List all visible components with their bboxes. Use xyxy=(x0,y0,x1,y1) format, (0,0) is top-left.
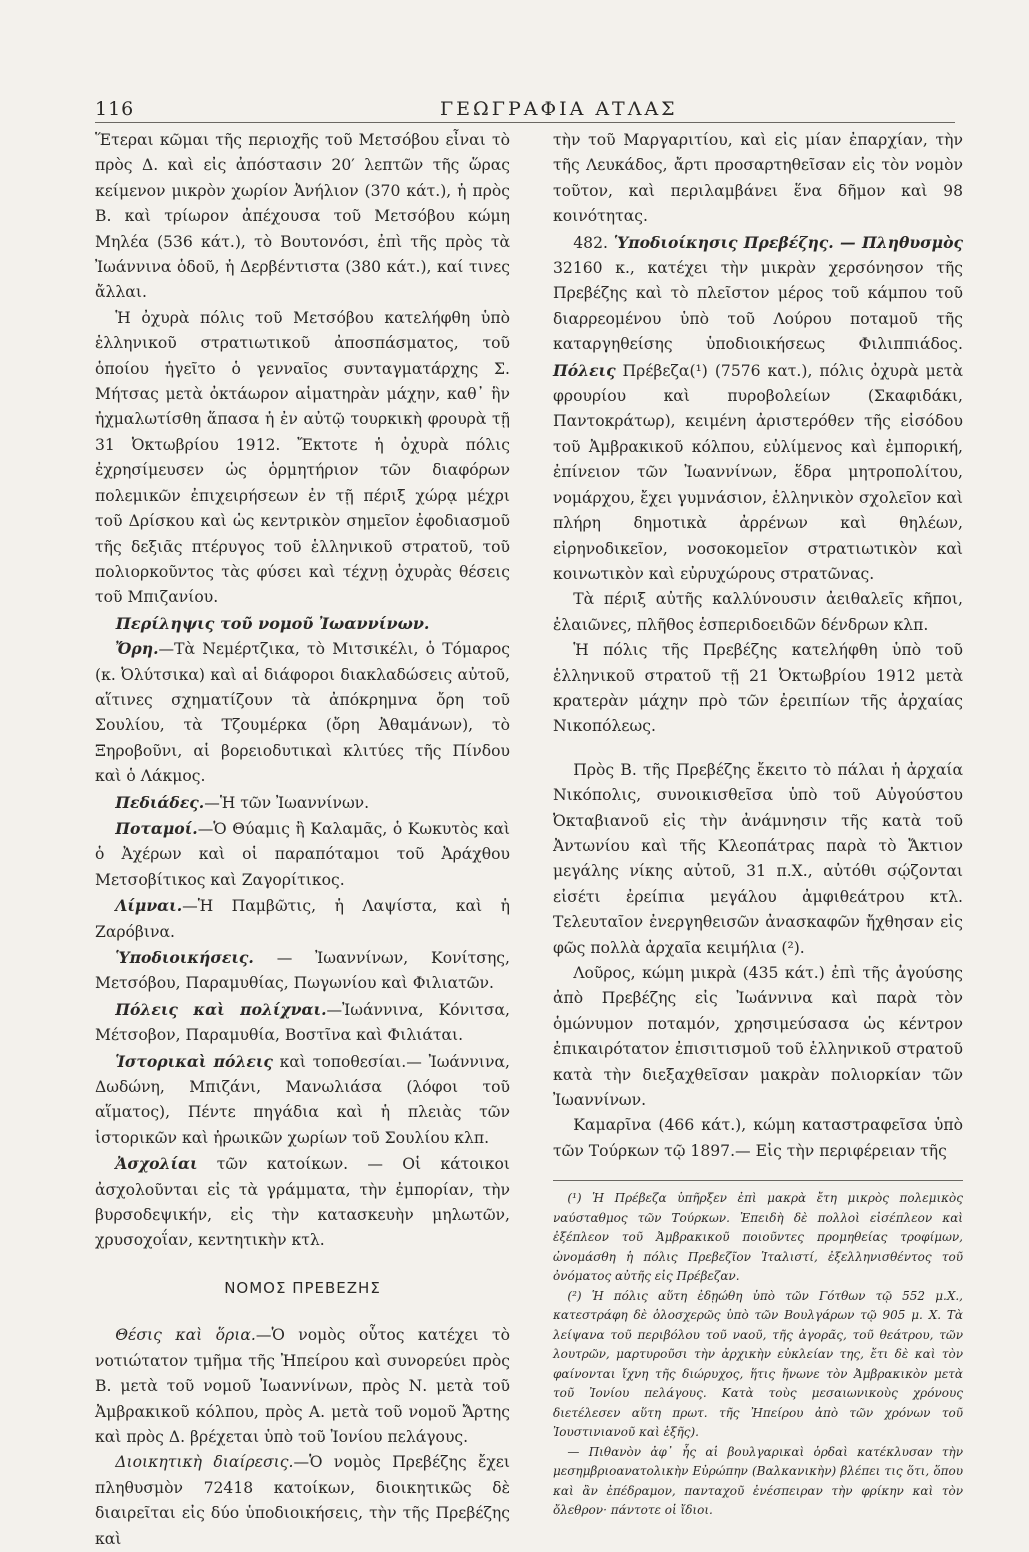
footnote-rule xyxy=(553,1180,963,1181)
paragraph-nikopolis: Πρὸς Β. τῆς Πρεβέζης ἔκειτο τὸ πάλαι ἡ ἀρχαία Νικόπολις, συνοικισθεῖσα ὑπὸ τοῦ Αὐγούστου Ὀκταβιανοῦ εἰς τὴν ἀνάμνησιν τῆς κατὰ τοῦ Ἀντωνίου καὶ τῆς Κλεοπάτρας παρὰ τὸ Ἄκτιον μεγάλης νίκης αὐτοῦ, 31 π.Χ., αὐτόθι σῴζονται εἰσέτι ἐρείπια μεγάλου ἀμφιθεάτρου κτλ. Τελευταῖον ἐνεργηθεισῶν ἀνασκαφῶν ἤχθησαν εἰς φῶς πολλὰ ἀρχαῖα κειμήλια (²). xyxy=(553,760,963,957)
label-occupations: Ἀσχολίαι xyxy=(115,1154,198,1174)
paragraph-metsovo-capture: Ἡ ὀχυρὰ πόλις τοῦ Μετσόβου κατελήφθη ὑπὸ ἑλληνικοῦ στρατιωτικοῦ ἀποσπάσματος, τοῦ ὁποίου ἡγεῖτο ὁ γενναῖος συνταγματάρχης Σ. Μήτσας μετὰ ὀκτάωρον αἱματηρὰν μάχην, καθ᾽ ἣν ἠχμαλωτίσθη ἅπασα ἡ ἐν αὐτῷ τουρκικὴ φρουρὰ τῇ 31 Ὀκτωβρίου 1912. Ἔκτοτε ἡ ὀχυρὰ πόλις ἐχρησίμευσεν ὡς ὁρμητήριον τῶν διαφόρων πολεμικῶν ἐπιχειρήσεων ἐν τῇ πέριξ χώρᾳ μέχρι τοῦ Δρίσκου καὶ ὡς κεντρικὸν σημεῖον ἐφοδιασμοῦ τῆς δεξιᾶς πτέρυγος τοῦ ἑλληνικοῦ στρατοῦ, τοῦ πολιορκοῦντος τὰς φύσει καὶ τέχνῃ ὀχυρὰς θέσεις τοῦ Μπιζανίου. xyxy=(95,308,510,607)
text-preveza-population: 32160 κ., κατέχει τὴν μικρὰν χερσόνησον τῆς Πρεβέζης καὶ τὸ πλεῖστον μέρος τοῦ κάμπου τοῦ διαρρεομένου ὑπὸ τοῦ Λούρου ποταμοῦ τῆς καταργηθείσης ὑποδιοικήσεως Φιλιππιάδος. xyxy=(553,259,963,354)
label-preveza-towns: Πόλεις xyxy=(553,360,616,380)
label-borders: Θέσις καὶ ὅρια. xyxy=(115,1326,256,1345)
section-number: 482. xyxy=(573,233,608,252)
page-number: 116 xyxy=(95,98,135,120)
footnotes xyxy=(553,1189,963,1521)
header-rule xyxy=(95,122,955,123)
right-column xyxy=(553,128,963,1521)
paragraph-subprefectures xyxy=(95,945,510,997)
text-plains: —Ἡ τῶν Ἰωαννίνων. xyxy=(204,793,370,812)
section-heading-preveza: ΝΟΜΟΣ ΠΡΕΒΕΖΗΣ xyxy=(224,1278,381,1297)
paragraph-continuation: τὴν τοῦ Μαργαριτίου, καὶ εἰς μίαν ἐπαρχίαν, τὴν τῆς Λευκάδος, ἄρτι προσαρτηθεῖσαν εἰς τὸν νομὸν τοῦτον, καὶ περιλαμβάνει ἕνα δῆμον καὶ 98 κοινότητας. xyxy=(553,131,963,226)
paragraph-preveza-subprefecture xyxy=(553,230,963,588)
left-column xyxy=(95,128,510,1552)
paragraph-lakes xyxy=(95,893,510,945)
paragraph-historic xyxy=(95,1049,510,1152)
label-lakes: Λίμναι. xyxy=(115,896,183,916)
text-mountains: —Τὰ Νεμέρτζικα, τὸ Μιτσικέλι, ὁ Τόμαρος (κ. Ὀλύτσικα) καὶ αἱ διάφοροι διακλαδώσεις αὐτοῦ, αἵτινες σχηματίζουν τὰ ἀπόκρημνα ὄρη τοῦ Σουλίου, τὰ Τζουμέρκα (ὄρη Ἀθαμάνων), τὸ Ξηροβοῦνι, αἱ βορειοδυτικαὶ κλιτύες τῆς Πίνδου καὶ ὁ Λάκμος. xyxy=(95,640,510,786)
label-administration: Διοικητικὴ διαίρεσις. xyxy=(115,1453,294,1472)
paragraph-borders xyxy=(95,1323,510,1450)
footnote-1: (¹) Ἡ Πρέβεζα ὑπῆρξεν ἐπὶ μακρὰ ἔτη μικρὸς πολεμικὸς ναύσταθμος τῶν Τούρκων. Ἐπειδὴ δὲ πολλοὶ εἰσέπλεον καὶ ἐξέπλεον τοῦ Ἀμβρακικοῦ ποιοῦντες προμηθείας τροφίμων, ὠνομάσθη ἡ πόλις Πρεβεζῖον Ἰταλιστί, ἐξελληνισθέντος τοῦ ὀνόματος αὐτῆς εἰς Πρέβεζαν. xyxy=(553,1191,963,1284)
paragraph-rivers xyxy=(95,816,510,893)
text-subprefectures: — Ἰωαννίνων, Κονίτσης, Μετσόβου, Παραμυθίας, Πωγωνίου καὶ Φιλιατῶν. xyxy=(95,949,510,993)
label-preveza-subprefecture: Ὑποδιοίκησις Πρεβέζης. — Πληθυσμὸς xyxy=(613,232,963,252)
paragraph-louros: Λοῦρος, κώμη μικρὰ (435 κάτ.) ἐπὶ τῆς ἀγούσης ἀπὸ Πρεβέζης εἰς Ἰωάννινα καὶ παρὰ τὸν ὁμώνυμον ποταμόν, χρησιμεύσασα ὡς κέντρον ἐπικαιρότατον ἐπισιτισμοῦ τοῦ ἑλληνικοῦ στρατοῦ κατὰ τὴν διεξαχθεῖσαν μακρὰν πολιορκίαν τῶν Ἰωαννίνων. xyxy=(553,964,963,1110)
text-rivers: —Ὁ Θύαμις ἢ Καλαμᾶς, ὁ Κωκυτὸς καὶ ὁ Ἀχέρων καὶ οἱ παραπόταμοι τοῦ Ἀράχθου Μετσοβίτικος καὶ Ζαγορίτικος. xyxy=(95,819,510,889)
paragraph-kamarina: Καμαρῖνα (466 κάτ.), κώμη καταστραφεῖσα ὑπὸ τῶν Τούρκων τῷ 1897.— Εἰς τὴν περιφέρειαν τῆς xyxy=(553,1116,963,1160)
text-preveza-town: Πρέβεζα(¹) (7576 κατ.), πόλις ὀχυρὰ μετὰ φρουρίου καὶ πυροβολείων (Σκαφιδάκι, Παντοκράτωρ), κειμένη ἀριστερόθεν τῆς εἰσόδου τοῦ Ἀμβρακικοῦ κόλπου, εὐλίμενος καὶ ἐμπορική, ἐπίνειον τῶν Ἰωαννίνων, ἕδρα μητροπολίτου, νομάρχου, ἔχει γυμνάσιον, ἑλληνικὸν σχολεῖον καὶ πλήρη δημοτικὰ ἀρρένων καὶ θηλέων, εἰρηνοδικεῖον, νοσοκομεῖον στρατιωτικὸν καὶ κοινωτικὸν καὶ εὐρυχώρους στρατῶνας. xyxy=(553,361,964,583)
paragraph-administration xyxy=(95,1450,510,1552)
paragraph-mountains xyxy=(95,636,510,789)
text-lakes: —Ἡ Παμβῶτις, ἡ Λαψίστα, καὶ ἡ Ζαρόβινα. xyxy=(95,897,510,941)
footnote-3: — Πιθανὸν ἀφ᾽ ἧς αἱ βουλγαρικαὶ ὁρδαὶ κατέκλυσαν τὴν μεσημβριοανατολικὴν Εὐρώπην (Βαλκανικὴν) βλέπει τις ὅτι, ὅπου καὶ ἂν ἐπέδραμον, πανταχοῦ ἐνέσπειραν τὴν φρίκην καὶ τὸν ὄλεθρον· πάντοτε οἱ ἴδιοι. xyxy=(553,1444,963,1518)
label-mountains: Ὄρη. xyxy=(115,639,159,659)
paragraph-occupations xyxy=(95,1151,510,1254)
paragraph-metsovo-villages: Ἕτεραι κῶμαι τῆς περιοχῆς τοῦ Μετσόβου εἶναι τὸ πρὸς Δ. καὶ εἰς ἀπόστασιν 20′ λεπτῶν τῆς ὥρας κείμενον μικρὸν χωρίον Ἀνήλιον (370 κάτ.), ἡ πρὸς Β. καὶ τρίωρον ἀπέχουσα τοῦ Μετσόβου κώμη Μηλέα (536 κάτ.), τὸ Βουτονόσι, ἐπὶ τῆς πρὸς τὰ Ἰωάννινα ὁδοῦ, ἡ Δερβέντιστα (380 κάτ.), καί τινες ἄλλαι. xyxy=(95,131,510,302)
running-title: ΓΕΩΓΡΑΦΙΑ ΑΤΛΑΣ xyxy=(440,98,678,120)
label-rivers: Ποταμοί. xyxy=(115,818,198,838)
label-historic: Ἱστορικαὶ πόλεις xyxy=(115,1051,273,1071)
text-borders: —Ὁ νομὸς οὗτος κατέχει τὸ νοτιώτατον τμῆμα τῆς Ἠπείρου καὶ συνορεύει πρὸς Β. μετὰ τοῦ νομοῦ Ἰωαννίνων, πρὸς Ν. μετὰ τοῦ Ἀμβρακικοῦ κόλπου, πρὸς Α. μετὰ τοῦ νομοῦ Ἄρτης καὶ πρὸς Δ. βρέχεται ὑπὸ τοῦ Ἰονίου πελάγους. xyxy=(95,1326,511,1446)
label-subprefectures: Ὑποδιοικήσεις. xyxy=(115,948,254,967)
paragraph-gardens: Τὰ πέριξ αὐτῆς καλλύνουσιν ἀειθαλεῖς κῆποι, ἐλαιῶνες, πλῆθος ἑσπεριδοειδῶν δένδρων κλπ. xyxy=(553,590,963,634)
paragraph-preveza-capture: Ἡ πόλις τῆς Πρεβέζης κατελήφθη ὑπὸ τοῦ ἑλληνικοῦ στρατοῦ τῇ 21 Ὀκτωβρίου 1912 μετὰ κρατερὰν μάχην πρὸ τῶν ἐρειπίων τῆς ἀρχαίας Νικοπόλεως. xyxy=(553,641,963,736)
text-historic: καὶ τοποθεσίαι.— Ἰωάννινα, Δωδώνη, Μπιζάνι, Μανωλιάσα (λόφοι τοῦ αἵματος), Πέντε πηγάδια καὶ ἡ πλειὰς τῶν ἱστορικῶν καὶ ἡρωικῶν χωρίων τοῦ Σουλίου κλπ. xyxy=(95,1052,510,1147)
label-plains: Πεδιάδες. xyxy=(115,792,205,812)
paragraph-plains xyxy=(95,790,510,816)
footnote-2: (²) Ἡ πόλις αὕτη ἐδῃώθη ὑπὸ τῶν Γότθων τῷ 552 μ.Χ., κατεστράφη δὲ ὁλοσχερῶς ὑπὸ τῶν Βουλγάρων τῷ 905 μ. Χ. Τὰ λείψανα τοῦ περιβόλου τοῦ ναοῦ, τῆς ἀγορᾶς, τοῦ θεάτρου, τῶν λουτρῶν, μαρτυροῦσι τὴν ἀρχικὴν εὐκλείαν της, ἔτι δὲ καὶ τὸν φαίνονται ἴχνη τῆς διώρυχος, ἥτις ἤνωνε τὸν Ἀμβρακικὸν μετὰ τοῦ Ἰονίου πελάγους. Κατὰ τοὺς μεσαιωνικοὺς χρόνους διετέλεσεν αὕτη πρωτ. τῆς Ἠπείρου ἀπὸ τῶν χρόνων τοῦ Ἰουστινιανοῦ καὶ ἑξῆς). xyxy=(553,1288,963,1440)
text-administration: —Ὁ νομὸς Πρεβέζης ἔχει πληθυσμὸν 72418 κατοίκων, διοικητικῶς δὲ διαιρεῖται εἰς δύο ὑποδιοικήσεις, τὴν τῆς Πρεβέζης καὶ xyxy=(95,1453,511,1548)
label-towns: Πόλεις καὶ πολίχναι. xyxy=(115,999,327,1019)
paragraph-towns xyxy=(95,997,510,1049)
text-towns: —Ἰωάννινα, Κόνιτσα, Μέτσοβον, Παραμυθία, Βοστῖνα καὶ Φιλιάται. xyxy=(95,1000,510,1045)
subhead-ioannina-summary: Περίληψις τοῦ νομοῦ Ἰωαννίνων. xyxy=(115,613,430,633)
text-occupations: τῶν κατοίκων. — Οἱ κάτοικοι ἀσχολοῦνται εἰς τὰ γράμματα, τὴν ἐμπορίαν, τὴν βυρσοδεψικήν, εἰς τὴν κατασκευὴν μηλωτῶν, χρυσοχοΐαν, κεντητικὴν κτλ. xyxy=(95,1155,510,1250)
